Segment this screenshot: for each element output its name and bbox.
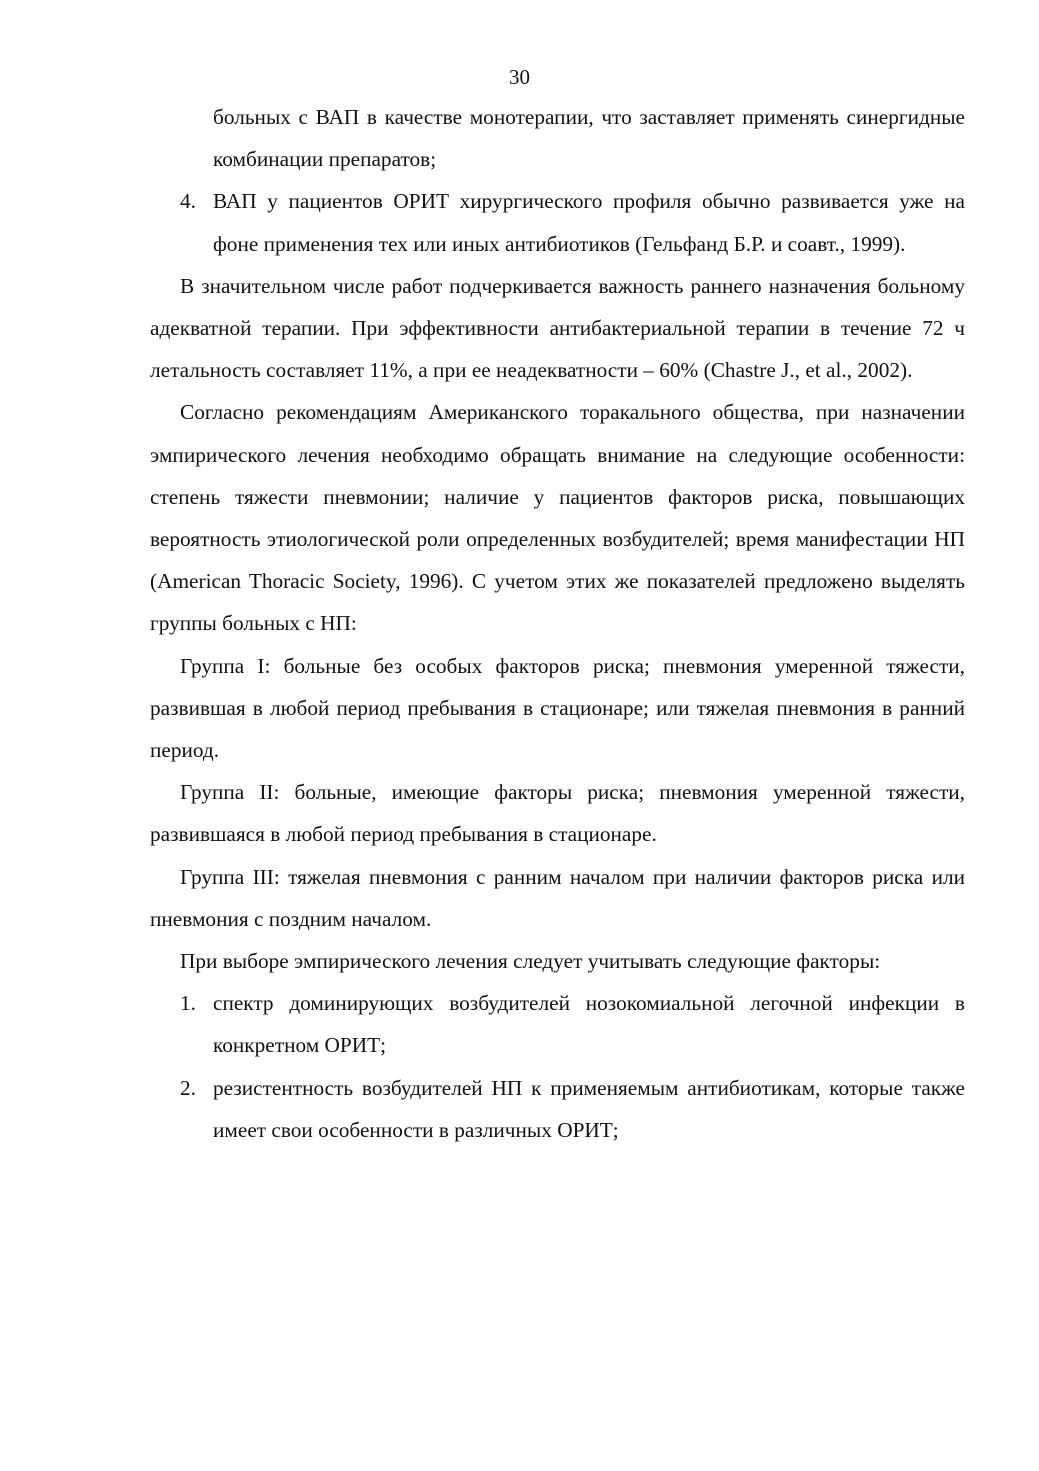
paragraph-group-2: Группа II: больные, имеющие факторы риска; пневмония умеренной тяжести, развившаяся в любой период пребывания в стационаре.	[150, 780, 965, 847]
list-item-number: 1.	[180, 991, 196, 1016]
list-item-number: 2.	[180, 1075, 196, 1100]
list-item-continuation: больных с ВАП в качестве монотерапии, что заставляет применять синергидные комбинации препаратов;	[213, 105, 965, 172]
list-item	[150, 982, 965, 1066]
list-item-text: резистентность возбудителей НП к применяемым антибиотикам, которые также имеет свои особенности в различных ОРИТ;	[213, 1075, 965, 1142]
paragraph-early-therapy: В значительном числе работ подчеркивается важность раннего назначения больному адекватной терапии. При эффективности антибактериальной терапии в течение 72 ч летальность составляет 11%, а при ее неадекватности – 60% (Chastre J., et al., 2002).	[150, 273, 965, 383]
page-number: 30	[509, 65, 530, 89]
list-item-number: 4.	[180, 189, 196, 214]
paragraph-ats-recommendations: Согласно рекомендациям Американского торакального общества, при назначении эмпирического лечения необходимо обращать внимание на следующие особенности: степень тяжести пневмонии; наличие у пациентов факторов риска, повышающих вероятность этиологической роли определенных возбудителей; время манифестации НП (American Thoracic Society, 1996). С учетом этих же показателей предложено выделять группы больных с НП:	[150, 400, 965, 636]
list-item	[150, 180, 965, 264]
paragraph-group-1: Группа I: больные без особых факторов риска; пневмония умеренной тяжести, развившая в любой период пребывания в стационаре; или тяжелая пневмония в ранний период.	[150, 653, 965, 763]
list-item	[150, 1067, 965, 1151]
page-body	[150, 96, 965, 1151]
list-item-text: ВАП у пациентов ОРИТ хирургического профиля обычно развивается уже на фоне применения тех или иных антибиотиков (Гельфанд Б.Р. и соавт., 1999).	[213, 189, 965, 256]
paragraph-group-3: Группа III: тяжелая пневмония с ранним началом при наличии факторов риска или пневмония с поздним началом.	[150, 864, 965, 931]
list-item-text: спектр доминирующих возбудителей нозокомиальной легочной инфекции в конкретном ОРИТ;	[213, 991, 965, 1058]
paragraph-factors-intro: При выборе эмпирического лечения следует учитывать следующие факторы:	[180, 949, 881, 974]
